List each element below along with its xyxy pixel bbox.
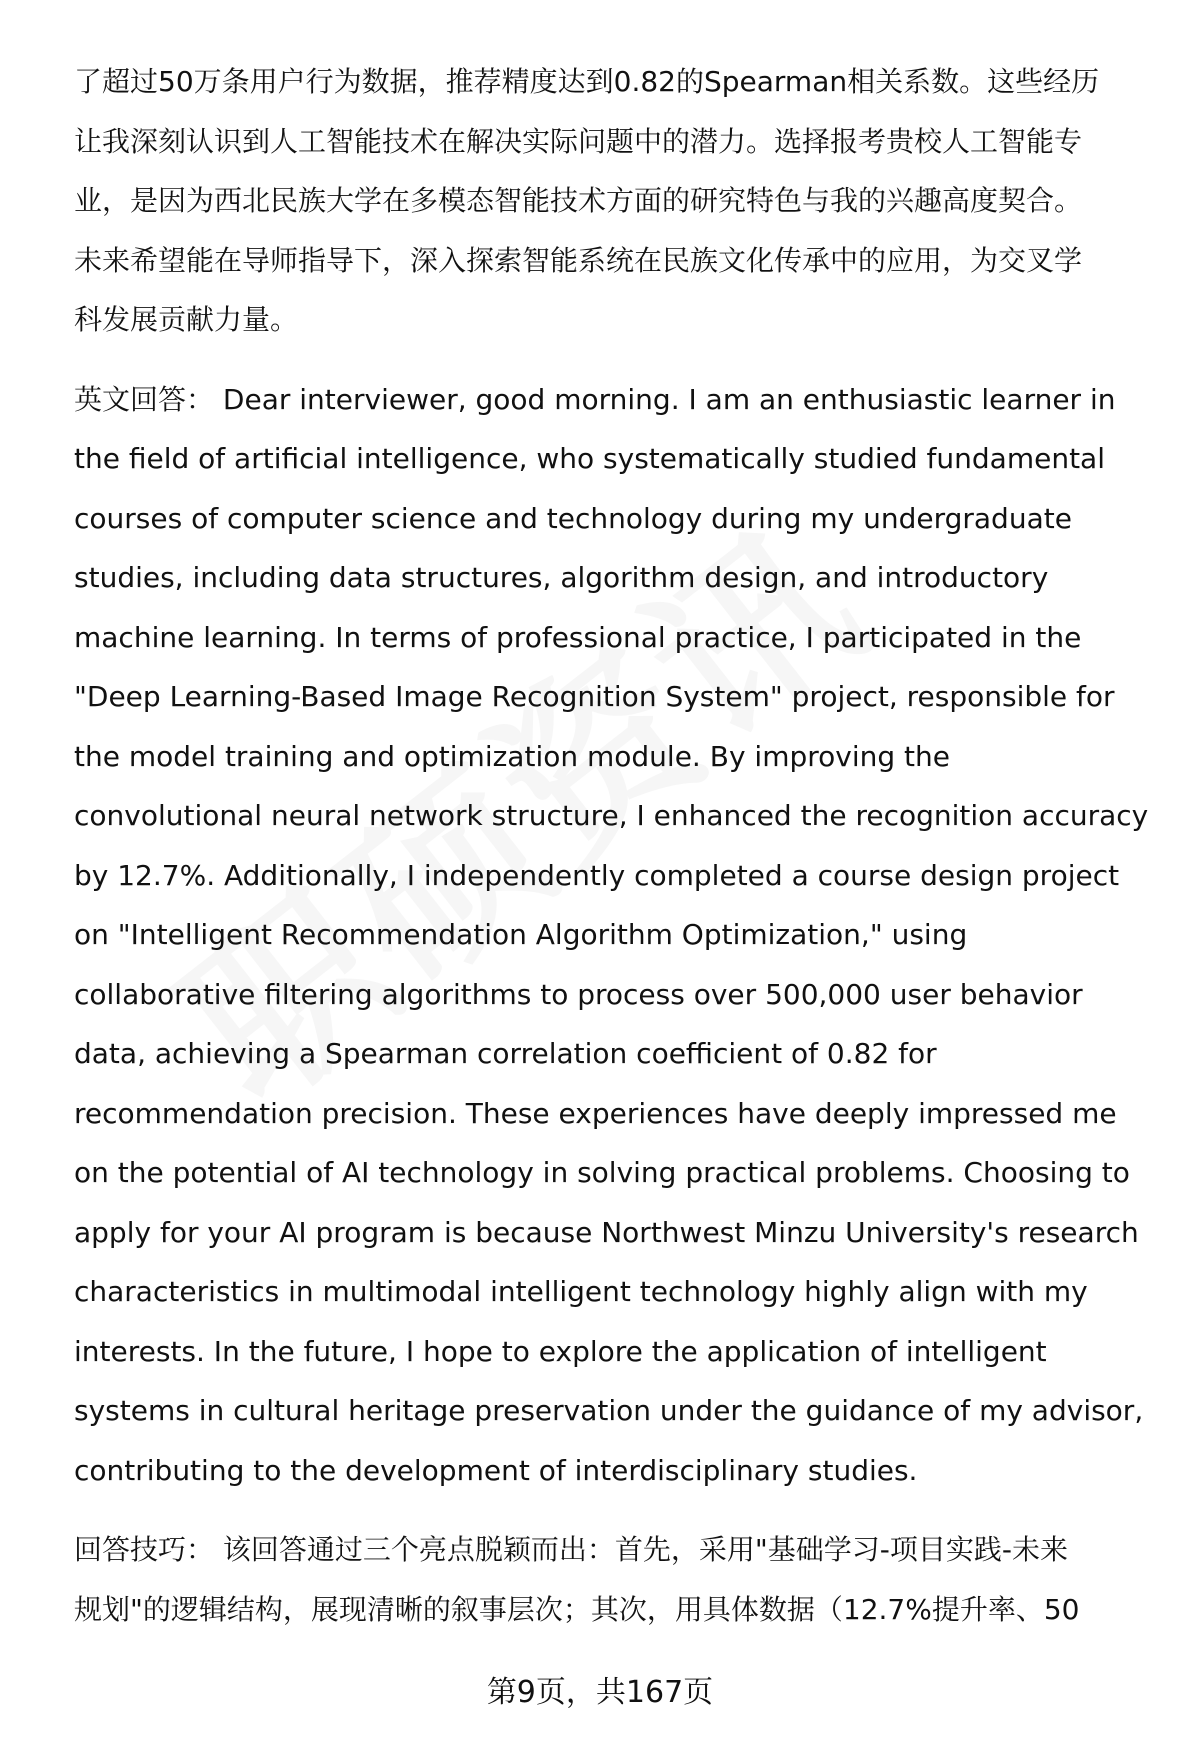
text-line: characteristics in multimodal intelligent technology highly align with my [74, 1275, 1088, 1308]
text-line: 未来希望能在导师指导下，深入探索智能系统在民族文化传承中的应用，为交叉学 [74, 243, 1083, 277]
document-body [74, 52, 1160, 1639]
text-line: studies, including data structures, algorithm design, and introductory [74, 561, 1049, 594]
text-line: 回答技巧： 该回答通过三个亮点脱颖而出：首先，采用"基础学习-项目实践-未来 [74, 1533, 1068, 1566]
paragraph-chinese-answer-end [74, 52, 1160, 350]
text-line: 了超过50万条用户行为数据，推荐精度达到0.82的Spearman相关系数。这些经历 [74, 65, 1100, 98]
text-line: apply for your AI program is because Northwest Minzu University's research [74, 1215, 1139, 1249]
text-line: by 12.7%. Additionally, I independently completed a course design project [74, 858, 1120, 892]
text-line: 英文回答： Dear interviewer, good morning. I am an enthusiastic learner in [74, 382, 1116, 416]
text-line: interests. In the future, I hope to explore the application of intelligent [74, 1334, 1047, 1368]
text-line: 科发展贡献力量。 [74, 303, 299, 336]
text-line: 让我深刻认识到人工智能技术在解决实际问题中的潜力。选择报考贵校人工智能专 [74, 124, 1083, 158]
text-line: on "Intelligent Recommendation Algorithm Optimization," using [74, 918, 968, 951]
text-line: contributing to the development of interdisciplinary studies. [74, 1453, 918, 1487]
text-line: systems in cultural heritage preservation under the guidance of my advisor, [74, 1394, 1144, 1427]
text-line: the model training and optimization module. By improving the [74, 739, 950, 773]
page-number: 第9页，共167页 [486, 1675, 714, 1710]
text-line: collaborative filtering algorithms to process over 500,000 user behavior [74, 977, 1083, 1011]
text-line: recommendation precision. These experiences have deeply impressed me [74, 1096, 1117, 1130]
text-line: convolutional neural network structure, I enhanced the recognition accuracy [74, 799, 1149, 832]
paragraph-english-answer [74, 370, 1160, 1501]
text-line: courses of computer science and technology during my undergraduate [74, 501, 1072, 535]
paragraph-answer-tips [74, 1520, 1160, 1639]
text-line: "Deep Learning-Based Image Recognition System" project, responsible for [74, 680, 1115, 713]
text-line: the field of artificial intelligence, who systematically studied fundamental [74, 442, 1105, 475]
text-line: 规划"的逻辑结构，展现清晰的叙事层次；其次，用具体数据（12.7%提升率、50 [74, 1592, 1080, 1626]
text-line: on the potential of AI technology in solving practical problems. Choosing to [74, 1156, 1130, 1189]
text-line: 业，是因为西北民族大学在多模态智能技术方面的研究特色与我的兴趣高度契合。 [74, 184, 1083, 217]
text-line: data, achieving a Spearman correlation coefficient of 0.82 for [74, 1037, 937, 1070]
text-line: machine learning. In terms of professional practice, I participated in the [74, 620, 1082, 654]
